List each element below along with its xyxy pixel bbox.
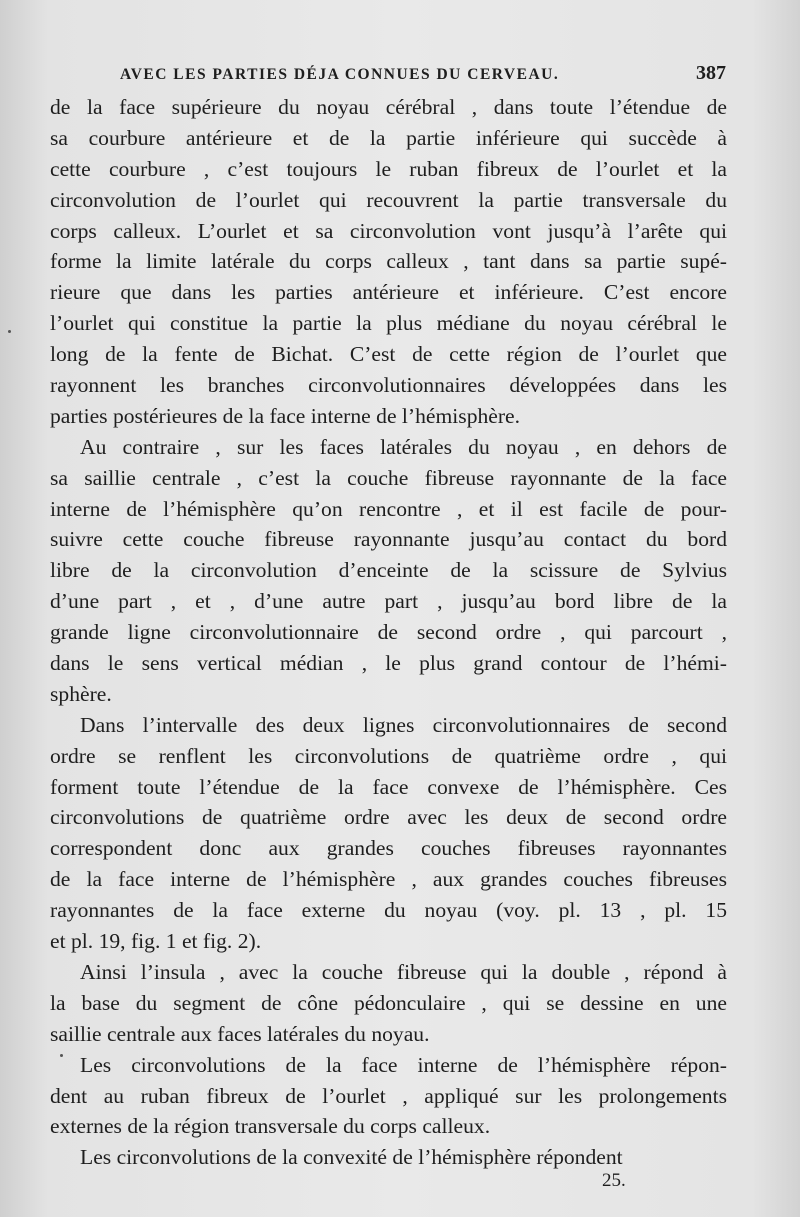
text-line: parties postérieures de la face interne de l’hémisphère.	[50, 403, 521, 428]
paragraph	[50, 92, 727, 432]
running-title: AVEC LES PARTIES DÉJA CONNUES DU CERVEAU.	[120, 66, 560, 83]
text-line: libre de la circonvolution d’enceinte de la scissure de Sylvius	[50, 558, 727, 583]
paragraph	[50, 1050, 727, 1143]
text-line: circonvolutions de quatrième ordre avec les deux de second ordre	[50, 805, 727, 830]
text-line: de la face supérieure du noyau cérébral , dans toute l’étendue de	[50, 95, 727, 119]
margin-speck	[60, 1054, 63, 1057]
text-line: Les circonvolutions de la convexité de l’hémisphère répondent	[80, 1145, 623, 1170]
text-line: dent au ruban fibreux de l’ourlet , appliqué sur les prolongements	[50, 1083, 727, 1108]
text-line: Dans l’intervalle des deux lignes circonvolutionnaires de second	[80, 712, 727, 737]
paragraph	[50, 1142, 727, 1173]
text-line: la base du segment de cône pédonculaire , qui se dessine en une	[50, 990, 727, 1015]
text-line: long de la fente de Bichat. C’est de cette région de l’ourlet que	[50, 342, 727, 367]
text-line: externes de la région transversale du corps calleux.	[50, 1114, 491, 1139]
text-line: et pl. 19, fig. 1 et fig. 2).	[50, 929, 262, 954]
text-line: sphère.	[50, 681, 112, 706]
text-line: suivre cette couche fibreuse rayonnante jusqu’au contact du bord	[50, 527, 727, 552]
text-line: ordre se renflent les circonvolutions de quatrième ordre , qui	[50, 743, 727, 768]
text-line: circonvolution de l’ourlet qui recouvrent la partie transversale du	[50, 187, 727, 212]
text-line: sa courbure antérieure et de la partie inférieure qui succède à	[50, 125, 727, 150]
text-line: Au contraire , sur les faces latérales du noyau , en dehors de	[80, 434, 727, 459]
text-line: forme la limite latérale du corps calleux , tant dans sa partie supé-	[50, 249, 727, 274]
text-line: d’une part , et , d’une autre part , jusqu’au bord libre de la	[50, 589, 727, 614]
text-line: cette courbure , c’est toujours le ruban fibreux de l’ourlet et la	[50, 156, 727, 181]
text-line: l’ourlet qui constitue la partie la plus médiane du noyau cérébral le	[50, 311, 727, 336]
running-head	[120, 62, 726, 90]
text-line: interne de l’hémisphère qu’on rencontre , et il est facile de pour-	[50, 496, 727, 521]
text-line: Les circonvolutions de la face interne de l’hémisphère répon-	[80, 1052, 727, 1077]
body-text	[50, 92, 727, 1173]
page-number: 387	[696, 62, 726, 84]
paragraph	[50, 432, 727, 710]
paragraph	[50, 710, 727, 957]
text-line: rieure que dans les parties antérieure et inférieure. C’est encore	[50, 280, 727, 305]
text-line: Ainsi l’insula , avec la couche fibreuse qui la double , répond à	[80, 959, 727, 984]
text-line: corps calleux. L’ourlet et sa circonvolution vont jusqu’à l’arête qui	[50, 218, 727, 243]
margin-speck	[8, 330, 11, 333]
text-line: correspondent donc aux grandes couches fibreuses rayonnantes	[50, 836, 727, 861]
signature-mark: 25.	[602, 1170, 626, 1191]
text-line: rayonnantes de la face externe du noyau (voy. pl. 13 , pl. 15	[50, 898, 727, 923]
text-line: grande ligne circonvolutionnaire de second ordre , qui parcourt ,	[50, 620, 727, 645]
text-line: de la face interne de l’hémisphère , aux grandes couches fibreuses	[50, 867, 727, 892]
text-line: dans le sens vertical médian , le plus grand contour de l’hémi-	[50, 651, 727, 676]
text-line: forment toute l’étendue de la face convexe de l’hémisphère. Ces	[50, 774, 727, 799]
text-line: saillie centrale aux faces latérales du noyau.	[50, 1021, 430, 1046]
text-line: rayonnent les branches circonvolutionnaires développées dans les	[50, 373, 727, 398]
paragraph	[50, 957, 727, 1050]
text-line: sa saillie centrale , c’est la couche fibreuse rayonnante de la face	[50, 465, 727, 490]
